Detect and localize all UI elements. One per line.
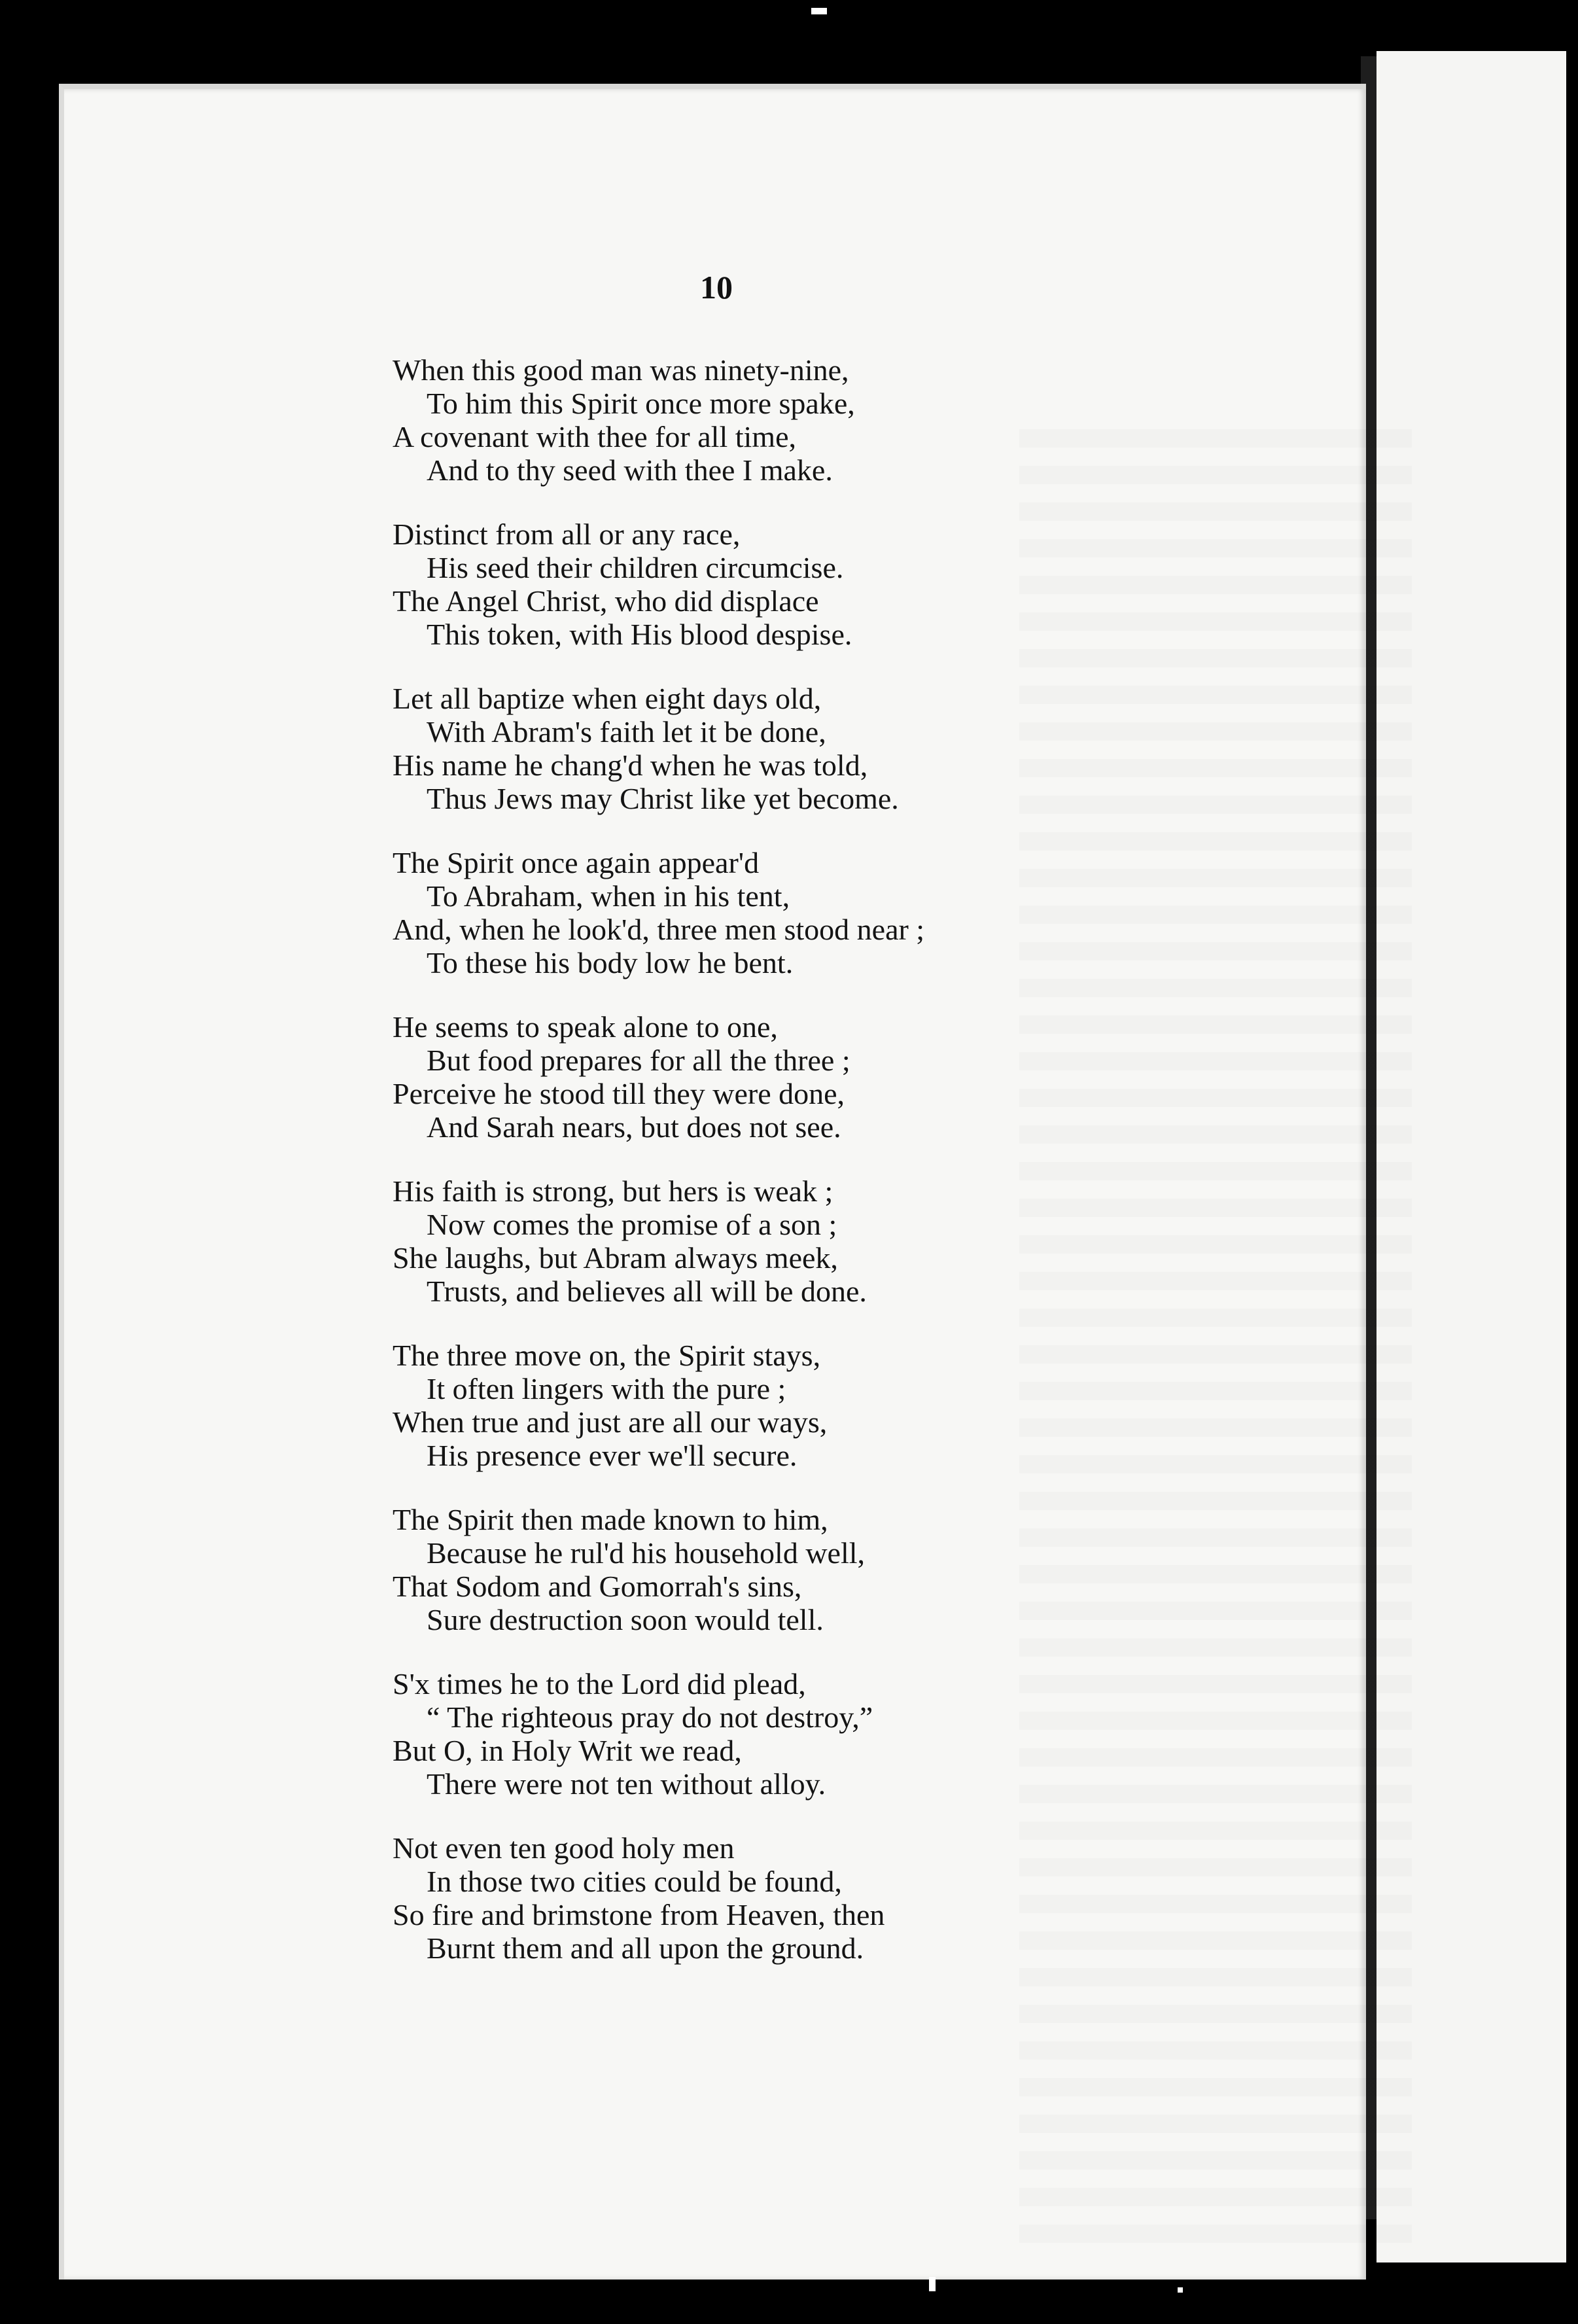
poem-line: With Abram's faith let it be done, (427, 715, 826, 748)
poem-line: In those two cities could be found, (427, 1865, 842, 1898)
poem-line: Not even ten good holy men (393, 1831, 735, 1865)
poem-line: Burnt them and all upon the ground. (427, 1931, 864, 1965)
poem-line: But O, in Holy Writ we read, (393, 1734, 742, 1767)
stanza (393, 353, 1112, 487)
stanza (393, 1174, 1112, 1308)
poem-line: Let all baptize when eight days old, (393, 682, 822, 715)
poem-line: She laughs, but Abram always meek, (393, 1241, 838, 1275)
poem-line: To these his body low he bent. (427, 946, 794, 979)
poem-line: But food prepares for all the three ; (427, 1044, 850, 1077)
poem-line: The Spirit then made known to him, (393, 1503, 828, 1536)
poem-line: His seed their children circumcise. (427, 551, 844, 584)
scan-speck (1178, 2287, 1183, 2293)
scan-speck (929, 2277, 936, 2291)
stanza (393, 1503, 1112, 1636)
poem-line: Trusts, and believes all will be done. (427, 1275, 867, 1308)
scan-speck (811, 8, 827, 14)
poem-line: His presence ever we'll secure. (427, 1439, 798, 1472)
page-number: 10 (700, 269, 733, 306)
poem-line: And, when he look'd, three men stood near ; (393, 913, 925, 946)
poem-line: Thus Jews may Christ like yet become. (427, 782, 899, 815)
poem-line: His name he chang'd when he was told, (393, 748, 868, 782)
poem-line: When this good man was ninety-nine, (393, 353, 849, 387)
poem-line: It often lingers with the pure ; (427, 1372, 786, 1405)
stanza (393, 1831, 1112, 1965)
poem-line: The Angel Christ, who did displace (393, 584, 819, 618)
poem-line: S'x times he to the Lord did plead, (393, 1667, 806, 1700)
poem-line: This token, with His blood despise. (427, 618, 852, 651)
poem-line: The three move on, the Spirit stays, (393, 1339, 821, 1372)
poem-line: Perceive he stood till they were done, (393, 1077, 845, 1110)
poem-line: He seems to speak alone to one, (393, 1010, 778, 1044)
poem-line: When true and just are all our ways, (393, 1405, 828, 1439)
poem-line: A covenant with thee for all time, (393, 420, 796, 453)
poem-line: And to thy seed with thee I make. (427, 453, 833, 487)
poem-line: There were not ten without alloy. (427, 1767, 826, 1801)
poem-line: To Abraham, when in his tent, (427, 879, 790, 913)
poem-line: The Spirit once again appear'd (393, 846, 760, 879)
stanza (393, 682, 1112, 815)
poem-line: “ The righteous pray do not destroy,” (427, 1700, 873, 1734)
poem-body (393, 353, 1112, 1996)
poem-line: And Sarah nears, but does not see. (427, 1110, 841, 1144)
poem-line: Because he rul'd his household well, (427, 1536, 866, 1570)
poem-line: Distinct from all or any race, (393, 518, 741, 551)
poem-line: To him this Spirit once more spake, (427, 387, 855, 420)
stanza (393, 1339, 1112, 1472)
poem-line: That Sodom and Gomorrah's sins, (393, 1570, 802, 1603)
stanza (393, 846, 1112, 979)
stanza (393, 1010, 1112, 1144)
poem-line: Now comes the promise of a son ; (427, 1208, 837, 1241)
poem-line: His faith is strong, but hers is weak ; (393, 1174, 833, 1208)
poem-line: So fire and brimstone from Heaven, then (393, 1898, 885, 1931)
stanza (393, 1667, 1112, 1801)
poem-line: Sure destruction soon would tell. (427, 1603, 824, 1636)
stanza (393, 518, 1112, 651)
